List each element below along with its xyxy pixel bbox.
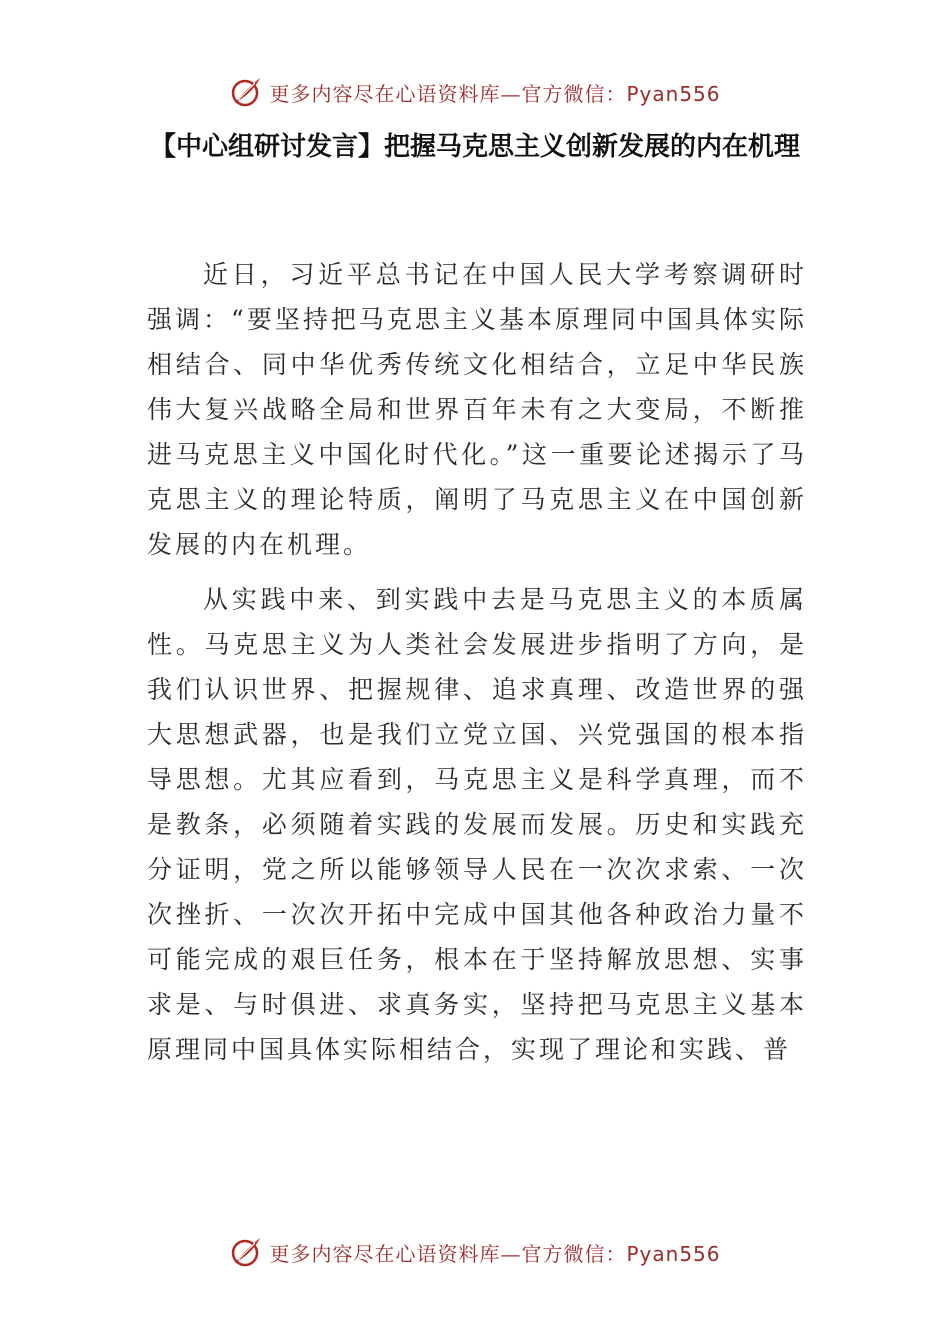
footer-banner-label: 更多内容尽在心语资料库—官方微信： <box>269 1241 627 1266</box>
header-banner-inner <box>229 75 720 109</box>
footer-banner-inner <box>229 1235 720 1269</box>
header-banner <box>0 72 950 112</box>
footer-wechat-id: Pyan556 <box>626 1241 721 1266</box>
footer-banner <box>0 1232 950 1272</box>
header-banner-label: 更多内容尽在心语资料库—官方微信： <box>269 81 627 106</box>
paragraph-2: 从实践中来、到实践中去是马克思主义的本质属性。马克思主义为人类社会发展进步指明了方向，是我们认识世界、把握规律、追求真理、改造世界的强大思想武器，也是我们立党立国、兴党强国的根本指导思想。尤其应看到，马克思主义是科学真理，而不是教条，必须随着实践的发展而发展。历史和实践充分证明，党之所以能够领导人民在一次次求索、一次次挫折、一次次开拓中完成中国其他各种政治力量不可能完成的艰巨任务，根本在于坚持解放思想、实事求是、与时俱进、求真务实，坚持把马克思主义基本原理同中国具体实际相结合，实现了理论和实践、普 <box>147 585 807 1064</box>
header-wechat-id: Pyan556 <box>626 81 721 106</box>
document-title: 【中心组研讨发言】把握马克思主义创新发展的内在机理 <box>149 132 800 162</box>
quill-logo-icon <box>229 1235 263 1269</box>
footer-banner-text <box>269 1238 720 1267</box>
document-body <box>147 252 807 1082</box>
paragraph-1: 近日，习近平总书记在中国人民大学考察调研时强调：“要坚持把马克思主义基本原理同中国具体实际相结合、同中华优秀传统文化相结合，立足中华民族伟大复兴战略全局和世界百年未有之大变局，不断推进马克思主义中国化时代化。”这一重要论述揭示了马克思主义的理论特质，阐明了马克思主义在中国创新发展的内在机理。 <box>147 260 807 559</box>
header-banner-text <box>269 78 720 107</box>
quill-logo-icon <box>229 75 263 109</box>
